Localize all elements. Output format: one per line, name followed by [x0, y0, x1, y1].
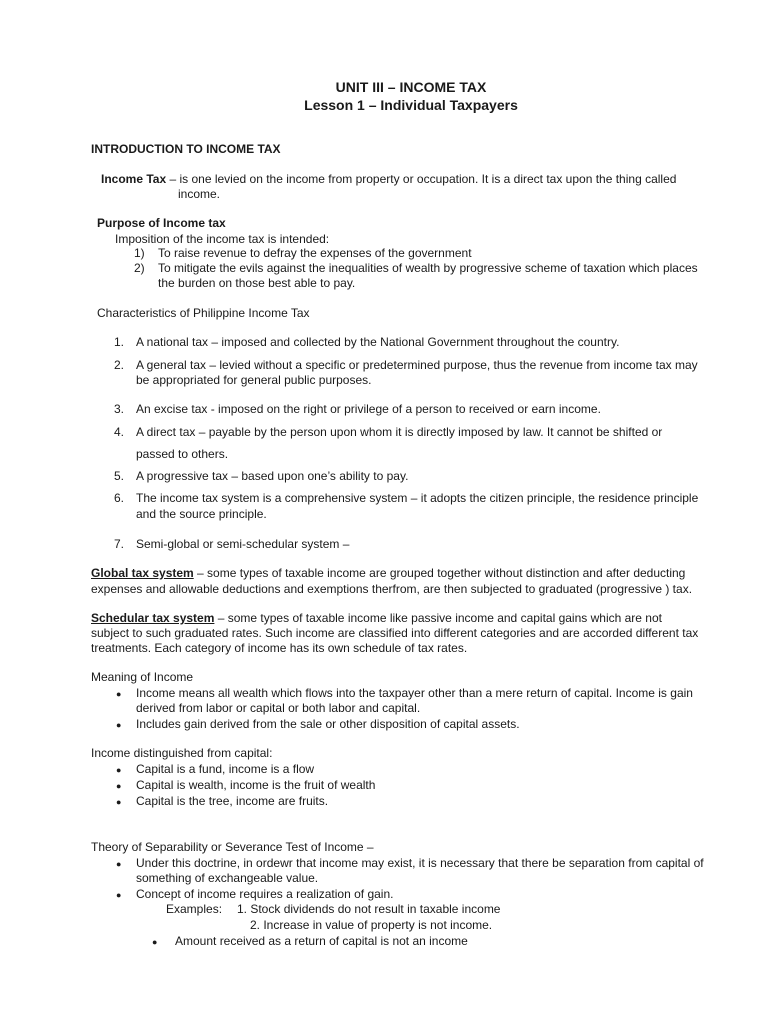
global-tax-line2: expenses and allowable deductions and exemptions therfrom, are then subjected to graduated (progressive ) tax. — [91, 582, 693, 596]
purpose-item-num: 2) — [134, 261, 145, 275]
examples-label: Examples: — [166, 902, 223, 916]
bullet-icon: ● — [116, 859, 122, 869]
char-text: passed to others. — [136, 447, 229, 461]
schedular-tax-line3: treatments. Each category of income has its own schedule of tax rates. — [91, 641, 468, 655]
char-num: 3. — [114, 402, 125, 416]
char-text: A national tax – imposed and collected by the National Government throughout the country. — [136, 335, 620, 349]
global-tax-term: Global tax system — [91, 566, 194, 580]
global-tax-line1: – some types of taxable income are grouped together without distinction and after deducting — [193, 566, 686, 580]
char-text: An excise tax - imposed on the right or privilege of a person to received or earn income. — [136, 402, 601, 416]
example-item: 1. Stock dividends do not result in taxable income — [237, 902, 501, 916]
meaning-heading: Meaning of Income — [91, 670, 194, 684]
char-text: A general tax – levied without a specific or predetermined purpose, thus the revenue from income tax may — [136, 358, 698, 372]
bullet-icon: ● — [116, 781, 122, 791]
schedular-tax-paragraph — [91, 611, 662, 626]
theory-heading: Theory of Separability or Severance Test of Income – — [91, 840, 374, 854]
lesson-title: Lesson 1 – Individual Taxpayers — [304, 97, 518, 113]
char-num: 1. — [114, 335, 125, 349]
purpose-item-text: the burden on those best able to pay. — [158, 276, 356, 290]
unit-title: UNIT III – INCOME TAX — [335, 79, 487, 95]
schedular-tax-line1: – some types of taxable income like passive income and capital gains which are not — [214, 611, 662, 625]
schedular-tax-term: Schedular tax system — [91, 611, 215, 625]
meaning-text: Income means all wealth which flows into the taxpayer other than a mere return of capital. Income is gain — [136, 686, 693, 700]
global-tax-paragraph — [91, 566, 685, 581]
income-tax-term: Income Tax — [101, 172, 167, 186]
char-text: be appropriated for general public purposes. — [136, 373, 372, 387]
char-text: Semi-global or semi-schedular system – — [136, 537, 350, 551]
char-text: A progressive tax – based upon one’s ability to pay. — [136, 469, 409, 483]
income-tax-definition — [101, 172, 676, 187]
bullet-icon: ● — [116, 765, 122, 775]
bullet-icon: ● — [116, 797, 122, 807]
char-text: A direct tax – payable by the person upon whom it is directly imposed by law. It cannot be shifted or — [136, 425, 663, 439]
purpose-heading: Purpose of Income tax — [97, 216, 226, 230]
distinguished-item: Capital is wealth, income is the fruit of wealth — [136, 778, 376, 792]
theory-text: something of exchangeable value. — [136, 871, 319, 885]
distinguished-item: Capital is the tree, income are fruits. — [136, 794, 329, 808]
char-num: 2. — [114, 358, 125, 372]
theory-text: Amount received as a return of capital is not an income — [175, 934, 468, 948]
theory-text: Concept of income requires a realization of gain. — [136, 887, 394, 901]
bullet-icon: ● — [116, 890, 122, 900]
distinguished-item: Capital is a fund, income is a flow — [136, 762, 315, 776]
char-num: 6. — [114, 491, 125, 505]
char-text: and the source principle. — [136, 507, 267, 521]
purpose-item-text: To raise revenue to defray the expenses of the government — [158, 246, 472, 260]
schedular-tax-line2: subject to such graduated rates. Such income are classified into different categories and are accorded different tax — [91, 626, 699, 640]
char-num: 4. — [114, 425, 125, 439]
bullet-icon: ● — [152, 937, 158, 947]
meaning-text: Includes gain derived from the sale or other disposition of capital assets. — [136, 717, 520, 731]
example-item: 2. Increase in value of property is not income. — [250, 918, 493, 932]
income-tax-def-line1: – is one levied on the income from property or occupation. It is a direct tax upon the thing called — [166, 172, 677, 186]
purpose-item-num: 1) — [134, 246, 145, 260]
meaning-text: derived from labor or capital or both labor and capital. — [136, 701, 421, 715]
characteristics-heading: Characteristics of Philippine Income Tax — [97, 306, 310, 320]
theory-text: Under this doctrine, in ordewr that income may exist, it is necessary that there be separation from capital of — [136, 856, 704, 870]
purpose-intro: Imposition of the income tax is intended: — [115, 232, 330, 246]
income-tax-def-line2: income. — [178, 187, 221, 201]
bullet-icon: ● — [116, 720, 122, 730]
char-num: 5. — [114, 469, 125, 483]
bullet-icon: ● — [116, 689, 122, 699]
char-num: 7. — [114, 537, 125, 551]
distinguished-heading: Income distinguished from capital: — [91, 746, 273, 760]
char-text: The income tax system is a comprehensive system – it adopts the citizen principle, the residence principle — [136, 491, 699, 505]
intro-heading: INTRODUCTION TO INCOME TAX — [91, 142, 281, 156]
purpose-item-text: To mitigate the evils against the inequalities of wealth by progressive scheme of taxation which places — [158, 261, 698, 275]
